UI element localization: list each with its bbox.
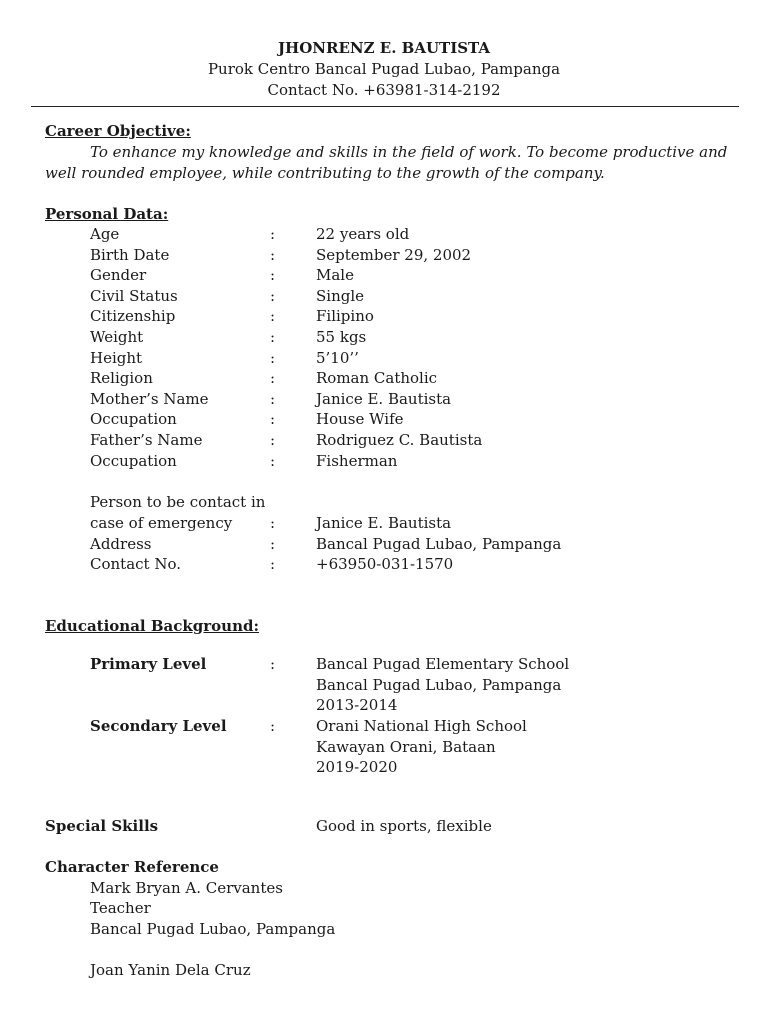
personal-value: 22 years old — [316, 225, 410, 243]
personal-label: Height — [90, 349, 143, 367]
personal-label: Gender — [90, 266, 147, 284]
personal-data-heading: Personal Data: — [45, 205, 169, 223]
personal-label: Father’s Name — [90, 431, 203, 449]
primary-level-label: Primary Level — [90, 655, 207, 673]
education-heading: Educational Background: — [45, 617, 260, 635]
personal-separator: : — [270, 431, 276, 449]
personal-separator: : — [270, 410, 276, 428]
career-objective-line-1: To enhance my knowledge and skills in the field of work. To become productive and — [90, 143, 728, 161]
applicant-name: JHONRENZ E. BAUTISTA — [277, 39, 491, 57]
personal-separator: : — [270, 225, 276, 243]
special-skills-value: Good in sports, flexible — [316, 817, 492, 835]
personal-value: Filipino — [316, 307, 374, 325]
personal-label: Citizenship — [90, 307, 176, 325]
personal-label: Weight — [90, 328, 144, 346]
emergency-address-label: Address — [90, 535, 152, 553]
emergency-contact-label: Contact No. — [90, 555, 181, 573]
personal-value: 55 kgs — [316, 328, 367, 346]
personal-separator: : — [270, 246, 276, 264]
personal-separator: : — [270, 287, 276, 305]
applicant-address: Purok Centro Bancal Pugad Lubao, Pampanga — [207, 60, 561, 78]
personal-value: September 29, 2002 — [316, 246, 472, 264]
personal-value: Fisherman — [316, 452, 398, 470]
personal-separator: : — [270, 266, 276, 284]
personal-label: Birth Date — [90, 246, 170, 264]
personal-label: Occupation — [90, 452, 177, 470]
reference-2-name: Joan Yanin Dela Cruz — [90, 961, 251, 979]
header-divider — [31, 106, 739, 107]
career-objective-heading: Career Objective: — [45, 122, 191, 140]
primary-school-name: Bancal Pugad Elementary School — [316, 655, 570, 673]
personal-label: Occupation — [90, 410, 177, 428]
reference-1-position: Teacher — [90, 899, 151, 917]
applicant-contact: Contact No. +63981-314-2192 — [267, 81, 501, 99]
personal-value: House Wife — [316, 410, 404, 428]
personal-separator: : — [270, 328, 276, 346]
emergency-contact-name: Janice E. Bautista — [316, 514, 452, 532]
personal-label: Religion — [90, 369, 153, 387]
personal-separator: : — [270, 369, 276, 387]
personal-value: Roman Catholic — [316, 369, 438, 387]
reference-1-address: Bancal Pugad Lubao, Pampanga — [90, 920, 336, 938]
special-skills-heading: Special Skills — [45, 817, 159, 835]
emergency-address: Bancal Pugad Lubao, Pampanga — [316, 535, 562, 553]
career-objective-line-2: well rounded employee, while contributing to the growth of the company. — [45, 164, 605, 182]
primary-school-location: Bancal Pugad Lubao, Pampanga — [316, 676, 562, 694]
education-separator: : — [270, 717, 276, 735]
emergency-separator: : — [270, 555, 276, 573]
secondary-school-years: 2019-2020 — [316, 758, 398, 776]
emergency-separator: : — [270, 514, 276, 532]
secondary-school-location: Kawayan Orani, Bataan — [316, 738, 496, 756]
primary-school-years: 2013-2014 — [316, 696, 398, 714]
personal-label: Mother’s Name — [90, 390, 209, 408]
personal-value: Single — [316, 287, 365, 305]
secondary-level-label: Secondary Level — [90, 717, 227, 735]
personal-separator: : — [270, 349, 276, 367]
personal-separator: : — [270, 307, 276, 325]
personal-label: Civil Status — [90, 287, 178, 305]
emergency-label-line-2: case of emergency — [90, 514, 233, 532]
personal-value: Janice E. Bautista — [316, 390, 452, 408]
education-separator: : — [270, 655, 276, 673]
personal-label: Age — [90, 225, 120, 243]
character-reference-heading: Character Reference — [45, 858, 219, 876]
reference-1-name: Mark Bryan A. Cervantes — [90, 879, 283, 897]
secondary-school-name: Orani National High School — [316, 717, 527, 735]
emergency-label-line-1: Person to be contact in — [90, 493, 266, 511]
emergency-separator: : — [270, 535, 276, 553]
personal-separator: : — [270, 390, 276, 408]
emergency-contact-number: +63950-031-1570 — [316, 555, 454, 573]
personal-value: Rodriguez C. Bautista — [316, 431, 483, 449]
personal-value: Male — [316, 266, 354, 284]
personal-separator: : — [270, 452, 276, 470]
personal-value: 5’10’’ — [316, 349, 359, 367]
